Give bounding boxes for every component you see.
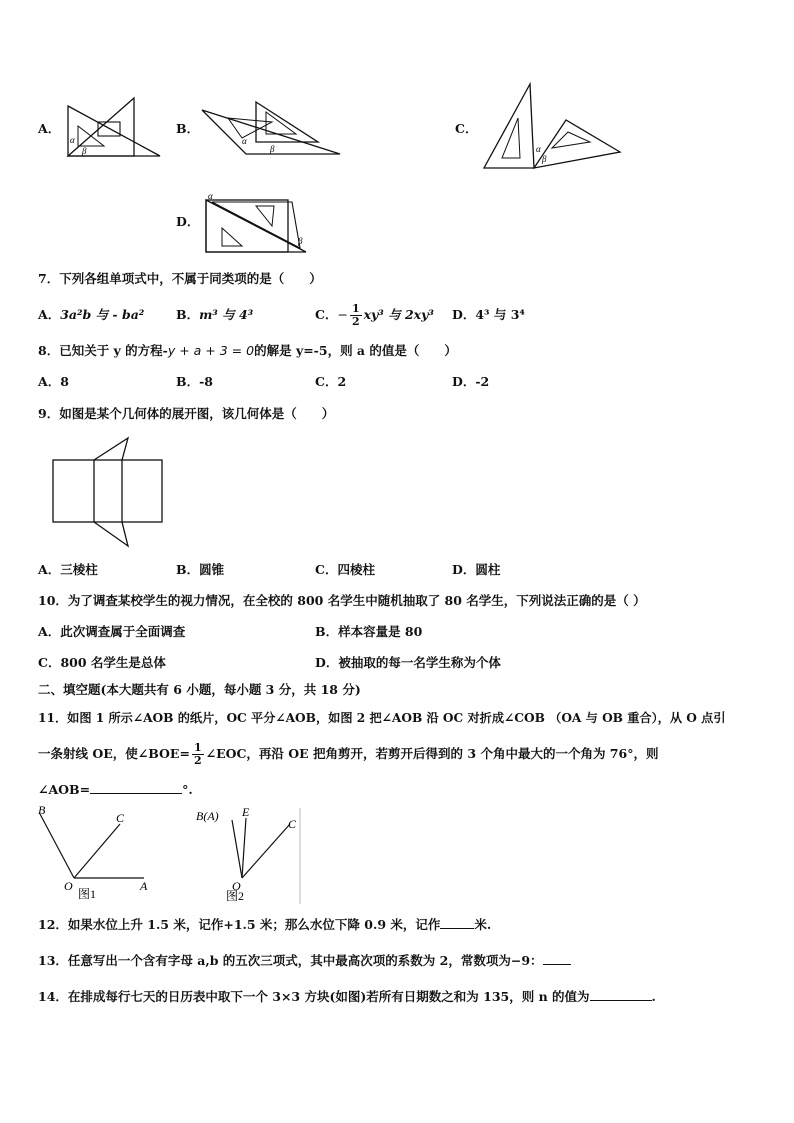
alpha-label: α bbox=[536, 144, 541, 154]
question-7-option-c: C．− $\frac{1}{2}$ xy³ 与 2xy³ bbox=[315, 302, 434, 328]
question-10-option-b: B．样本容量是 80 bbox=[315, 624, 423, 639]
point-o-label: O bbox=[64, 879, 73, 893]
question-9-option-b: B．圆锥 bbox=[176, 562, 225, 577]
question-8-stem: 8．已知关于 y 的方程-y + a + 3 = 0的解是 y=-5，则 a 的值是（ ） bbox=[38, 343, 457, 358]
question-8-option-c: C．2 bbox=[315, 374, 347, 389]
question-14: 14．在排成每行七天的日历表中取下一个 3×3 方块(如图)若所有日期数之和为 135，则 n 的值为 . bbox=[38, 989, 656, 1004]
section-heading: 二、填空题(本大题共有 6 小题，每小题 3 分，共 18 分) bbox=[38, 682, 361, 697]
question-11-line-1: 11．如图 1 所示∠AOB 的纸片，OC 平分∠AOB，如图 2 把∠AOB 沿 OC 对折成∠COB （OA 与 OB 重合），从 O 点引 bbox=[38, 711, 726, 725]
figure-option-b bbox=[200, 100, 342, 158]
question-7-option-a: A．3a²b 与 - ba² bbox=[38, 307, 145, 322]
beta-label: β bbox=[298, 236, 303, 246]
question-11-line-2: 一条射线 OE，使∠BOE= $\frac{1}{2}$ ∠EOC，再沿 OE 把角剪开，若剪开后得到的 3 个角中最大的一个角为 76°，则 bbox=[38, 741, 659, 767]
question-9-stem: 9．如图是某个几何体的展开图，该几何体是（ ） bbox=[38, 406, 335, 421]
question-7-option-d: D．4³ 与 3⁴ bbox=[452, 307, 525, 322]
alpha-label: α bbox=[70, 135, 75, 145]
beta-label: β bbox=[270, 144, 275, 154]
figure-option-c bbox=[482, 82, 624, 172]
option-c-label: C． bbox=[455, 121, 478, 136]
question-10-stem: 10．为了调查某校学生的视力情况，在全校的 800 名学生中随机抽取了 80 名学生，下列说法正确的是（ ） bbox=[38, 593, 646, 608]
figure-option-a bbox=[64, 96, 164, 158]
question-9-option-a: A．三棱柱 bbox=[38, 562, 98, 577]
point-e-label: E bbox=[242, 805, 250, 819]
question-10-option-d: D．被抽取的每一名学生称为个体 bbox=[315, 655, 501, 670]
alpha-label: α bbox=[242, 136, 247, 146]
option-a-label: A． bbox=[38, 121, 61, 136]
point-b-label: B bbox=[38, 803, 46, 817]
point-ba-label: B(A) bbox=[196, 809, 219, 823]
answer-blank[interactable] bbox=[90, 781, 182, 794]
point-a-label: A bbox=[140, 879, 148, 893]
figure-1-caption: 图1 bbox=[78, 887, 97, 901]
question-10-option-a: A．此次调查属于全面调查 bbox=[38, 624, 186, 639]
option-b-label: B． bbox=[176, 121, 200, 136]
question-7-stem: 7．下列各组单项式中，不属于同类项的是（ ） bbox=[38, 271, 322, 286]
question-8-option-a: A．8 bbox=[38, 374, 69, 389]
question-10-option-c: C．800 名学生是总体 bbox=[38, 655, 166, 670]
question-8-option-b: B．-8 bbox=[176, 374, 213, 389]
figure-2-caption: 图2 bbox=[226, 889, 245, 903]
angle-figure-2 bbox=[194, 802, 304, 904]
alpha-label: α bbox=[208, 191, 213, 201]
option-d-label: D． bbox=[176, 214, 200, 229]
angle-figure-1 bbox=[36, 802, 156, 901]
question-9-option-c: C．四棱柱 bbox=[315, 562, 375, 577]
beta-label: β bbox=[542, 154, 547, 164]
question-11-line-3: ∠AOB= °. bbox=[38, 782, 193, 797]
answer-blank[interactable] bbox=[590, 988, 652, 1001]
point-c-label: C bbox=[116, 811, 125, 825]
question-12: 12．如果水位上升 1.5 米，记作+1.5 米；那么水位下降 0.9 米，记作 米. bbox=[38, 917, 492, 932]
figure-option-d bbox=[202, 192, 310, 256]
question-9-option-d: D．圆柱 bbox=[452, 562, 501, 577]
point-o-label: O bbox=[232, 879, 241, 893]
question-13: 13．任意写出一个含有字母 a,b 的五次三项式，其中最高次项的系数为 2，常数项为−9： bbox=[38, 952, 571, 969]
question-8-option-d: D．-2 bbox=[452, 374, 490, 389]
beta-label: β bbox=[82, 146, 87, 156]
answer-blank[interactable] bbox=[440, 916, 474, 929]
answer-blank[interactable] bbox=[543, 952, 571, 965]
point-c-label: C bbox=[288, 817, 297, 831]
prism-net-figure bbox=[52, 436, 164, 548]
question-7-option-b: B．m³ 与 4³ bbox=[176, 307, 254, 322]
